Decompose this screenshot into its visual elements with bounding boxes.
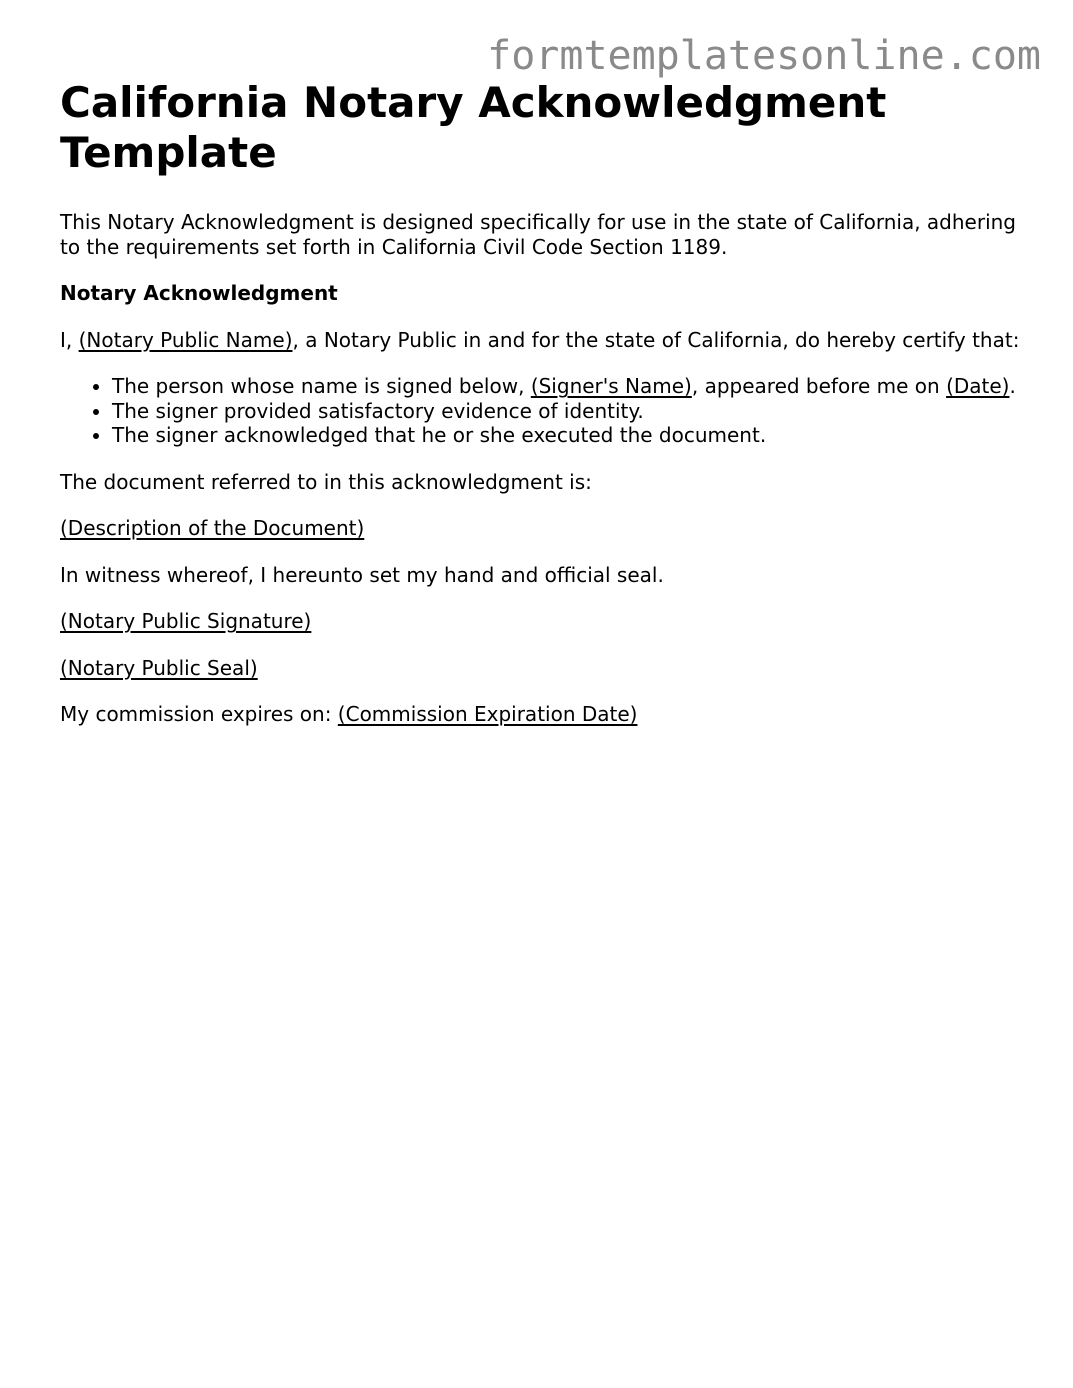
bullet1-prefix: The person whose name is signed below, <box>112 374 531 398</box>
list-item: • The signer acknowledged that he or she executed the document. <box>112 423 1020 448</box>
certify-prefix: I, <box>60 327 79 352</box>
witness-statement: In witness whereof, I hereunto set my hand and official seal. <box>60 562 664 587</box>
certification-list <box>60 374 1020 448</box>
section-heading: Notary Acknowledgment <box>60 281 338 305</box>
list-item: • The signer provided satisfactory evidence of identity. <box>112 399 1020 424</box>
signer-name-field[interactable]: (Signer's Name) <box>530 374 692 398</box>
notary-seal-field[interactable]: (Notary Public Seal) <box>60 655 258 680</box>
date-field[interactable]: (Date) <box>946 374 1010 398</box>
watermark: formtemplatesonline.com <box>487 33 1041 79</box>
bullet1-suffix: . <box>1009 374 1016 398</box>
document-reference: The document referred to in this acknowledgment is: <box>60 469 592 494</box>
document-description-field[interactable]: (Description of the Document) <box>60 516 365 540</box>
document-body <box>60 78 1020 727</box>
list-item <box>112 374 1020 399</box>
notary-signature-field[interactable]: (Notary Public Signature) <box>60 609 312 633</box>
commission-paragraph <box>60 702 1020 727</box>
notary-seal-paragraph <box>60 656 1020 681</box>
certify-paragraph <box>60 328 1020 353</box>
notary-signature-paragraph <box>60 609 1020 634</box>
commission-date-field[interactable]: (Commission Expiration Date) <box>337 702 638 726</box>
certify-suffix: , a Notary Public in and for the state of California, do hereby certify that: <box>292 327 1020 352</box>
bullet1-middle: , appeared before me on <box>691 374 947 398</box>
page-title: California Notary Acknowledgment Template <box>60 78 887 177</box>
notary-name-field[interactable]: (Notary Public Name) <box>78 327 293 352</box>
document-description-paragraph <box>60 516 1020 541</box>
intro-paragraph: This Notary Acknowledgment is designed specifically for use in the state of California, adhering to the requirements set forth in California Civil Code Section 1189. <box>60 210 1017 259</box>
commission-prefix: My commission expires on: <box>60 702 338 726</box>
